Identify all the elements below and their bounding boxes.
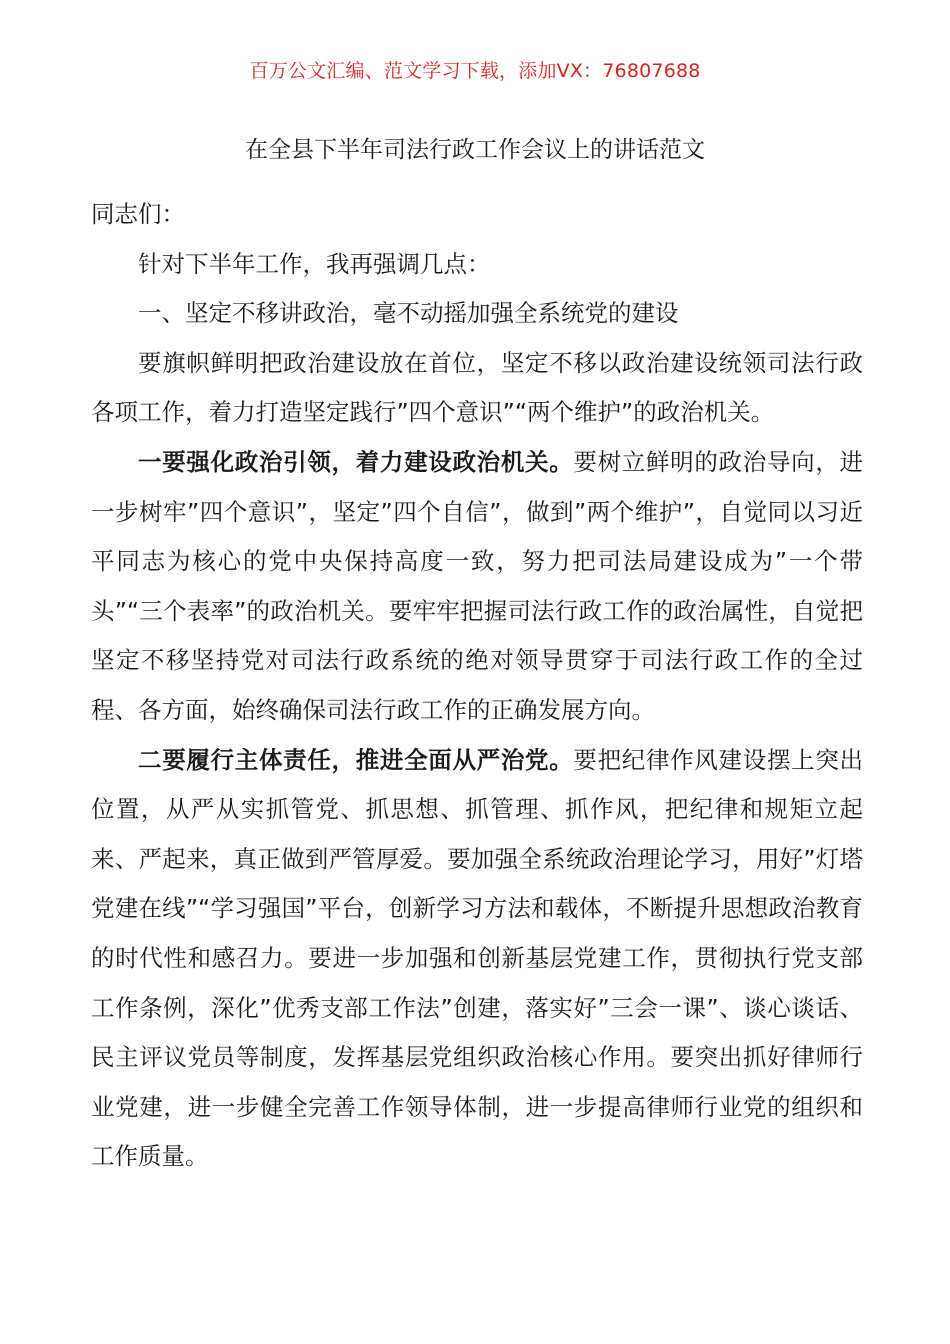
intro-paragraph: 针对下半年工作，我再强调几点： [138, 249, 491, 278]
point-paragraph-1 [91, 438, 863, 736]
salutation: 同志们： [91, 200, 185, 228]
point-paragraph-2 [91, 736, 863, 1182]
section-heading: 一、坚定不移讲政治，毫不动摇加强全系统党的建设 [138, 299, 679, 328]
point-lead-2: 二要履行主体责任，推进全面从严治党。 [138, 745, 574, 774]
document-body [91, 190, 863, 1182]
document-title: 在全县下半年司法行政工作会议上的讲话范文 [245, 137, 705, 163]
point-lead-1: 一要强化政治引领，着力建设政治机关。 [138, 447, 574, 476]
point-body-1: 要树立鲜明的政治导向，进一步树牢”四个意识”，坚定”四个自信”，做到”两个维护”，自觉同以习近平同志为核心的党中央保持高度一致，努力把司法局建设成为”一个带头”“三个表率”的政治机关。要牢牢把握司法行政工作的政治属性，自觉把坚定不移坚持党对司法行政系统的绝对领导贯穿于司法行政工作的全过程、各方面，始终确保司法行政工作的正确发展方向。 [91, 447, 864, 724]
header-banner: 百万公文汇编、范文学习下载，添加VX：76807688 [249, 60, 701, 82]
point-body-2: 要把纪律作风建设摆上突出位置，从严从实抓管党、抓思想、抓管理、抓作风，把纪律和规矩立起来、严起来，真正做到严管厚爱。要加强全系统政治理论学习，用好”灯塔党建在线”“学习强国”平台，创新学习方法和载体，不断提升思想政治教育的时代性和感召力。要进一步加强和创新基层党建工作，贯彻执行党支部工作条例，深化”优秀支部工作法”创建，落实好”三会一课”、谈心谈话、民主评议党员等制度，发挥基层党组织政治核心作用。要突出抓好律师行业党建，进一步健全完善工作领导体制，进一步提高律师行业党的组织和工作质量。 [91, 745, 864, 1171]
section-paragraph: 要旗帜鲜明把政治建设放在首位，坚定不移以政治建设统领司法行政各项工作，着力打造坚定践行”四个意识”“两个维护”的政治机关。 [91, 348, 863, 427]
